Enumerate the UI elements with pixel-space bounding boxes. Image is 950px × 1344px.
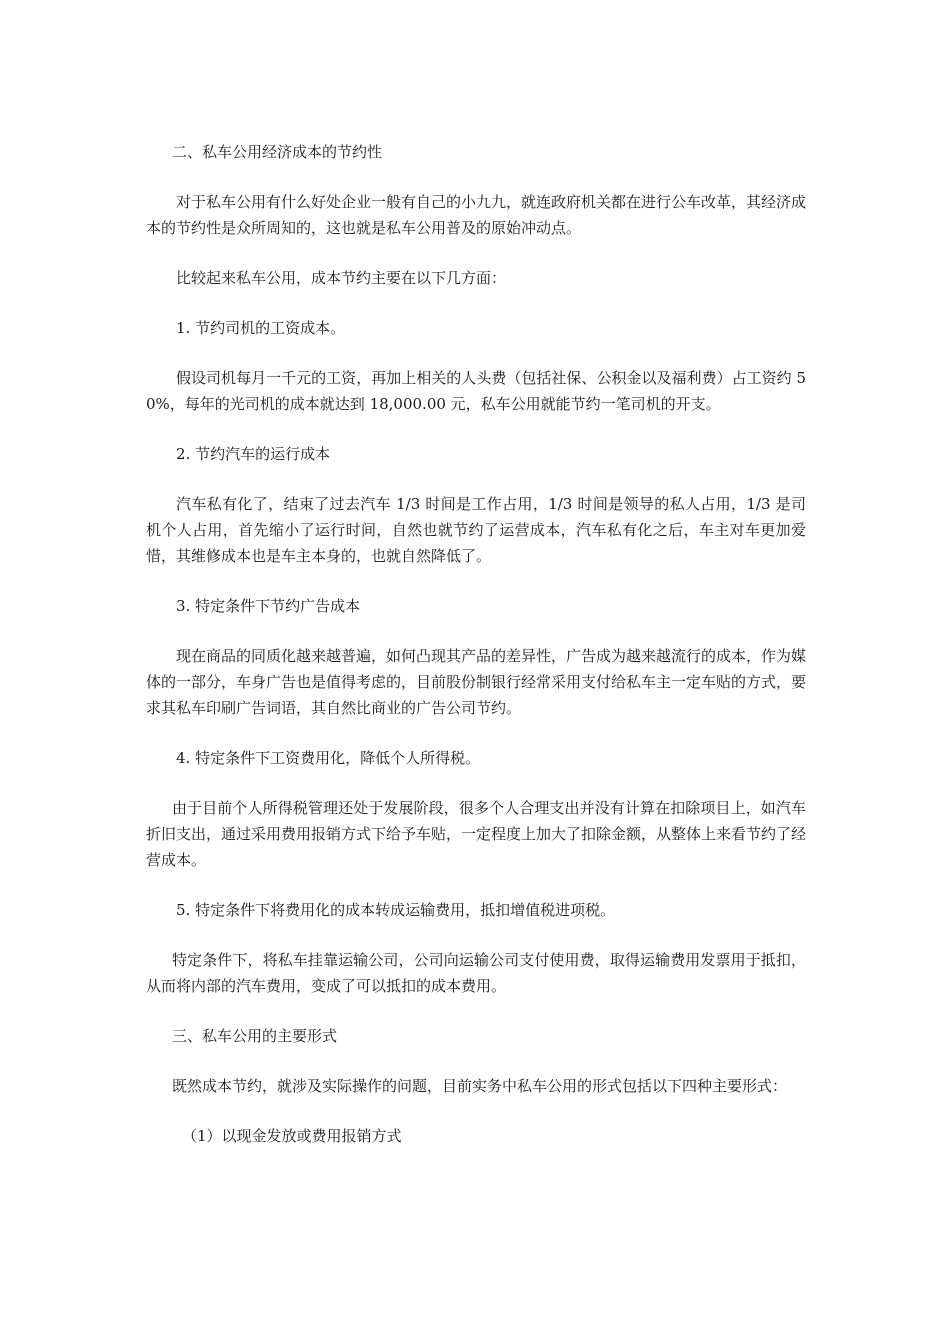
paragraph: 汽车私有化了，结束了过去汽车 1/3 时间是工作占用，1/3 时间是领导的私人占用，1/3 是司机个人占用，首先缩小了运行时间，自然也就节约了运营成本，汽车私有化之后，车主对车更加爱惜，其维修成本也是车主本身的，也就自然降低了。 bbox=[146, 495, 806, 565]
list-heading: 3. 特定条件下节约广告成本 bbox=[176, 597, 361, 615]
paragraph: 假设司机每月一千元的工资，再加上相关的人头费（包括社保、公积金以及福利费）占工资约 50%，每年的光司机的成本就达到 18,000.00 元，私车公用就能节约一笔司机的开支。 bbox=[146, 369, 806, 413]
paragraph: 比较起来私车公用，成本节约主要在以下几方面： bbox=[176, 269, 507, 287]
list-heading: 1. 节约司机的工资成本。 bbox=[176, 319, 346, 337]
list-heading: 4. 特定条件下工资费用化，降低个人所得税。 bbox=[176, 749, 481, 767]
list-heading: 2. 节约汽车的运行成本 bbox=[176, 445, 331, 463]
section-heading: 三、私车公用的主要形式 bbox=[172, 1027, 338, 1045]
document-body bbox=[146, 139, 806, 1149]
paragraph: 对于私车公用有什么好处企业一般有自己的小九九，就连政府机关都在进行公车改革，其经济成本的节约性是众所周知的，这也就是私车公用普及的原始冲动点。 bbox=[146, 193, 807, 237]
list-item: （1）以现金发放或费用报销方式 bbox=[182, 1127, 402, 1145]
paragraph: 由于目前个人所得税管理还处于发展阶段，很多个人合理支出并没有计算在扣除项目上，如汽车折旧支出，通过采用费用报销方式下给予车贴，一定程度上加大了扣除金额，从整体上来看节约了经营成本。 bbox=[146, 799, 807, 869]
paragraph: 现在商品的同质化越来越普遍，如何凸现其产品的差异性，广告成为越来越流行的成本，作为媒体的一部分，车身广告也是值得考虑的，目前股份制银行经常采用支付给私车主一定车贴的方式，要求其私车印刷广告词语，其自然比商业的广告公司节约。 bbox=[146, 647, 807, 717]
paragraph: 既然成本节约，就涉及实际操作的问题，目前实务中私车公用的形式包括以下四种主要形式： bbox=[172, 1077, 788, 1095]
list-heading: 5. 特定条件下将费用化的成本转成运输费用，抵扣增值税进项税。 bbox=[176, 901, 616, 919]
paragraph: 特定条件下，将私车挂靠运输公司，公司向运输公司支付使用费，取得运输费用发票用于抵扣，从而将内部的汽车费用，变成了可以抵扣的成本费用。 bbox=[146, 951, 806, 995]
section-heading: 二、私车公用经济成本的节约性 bbox=[172, 143, 383, 161]
